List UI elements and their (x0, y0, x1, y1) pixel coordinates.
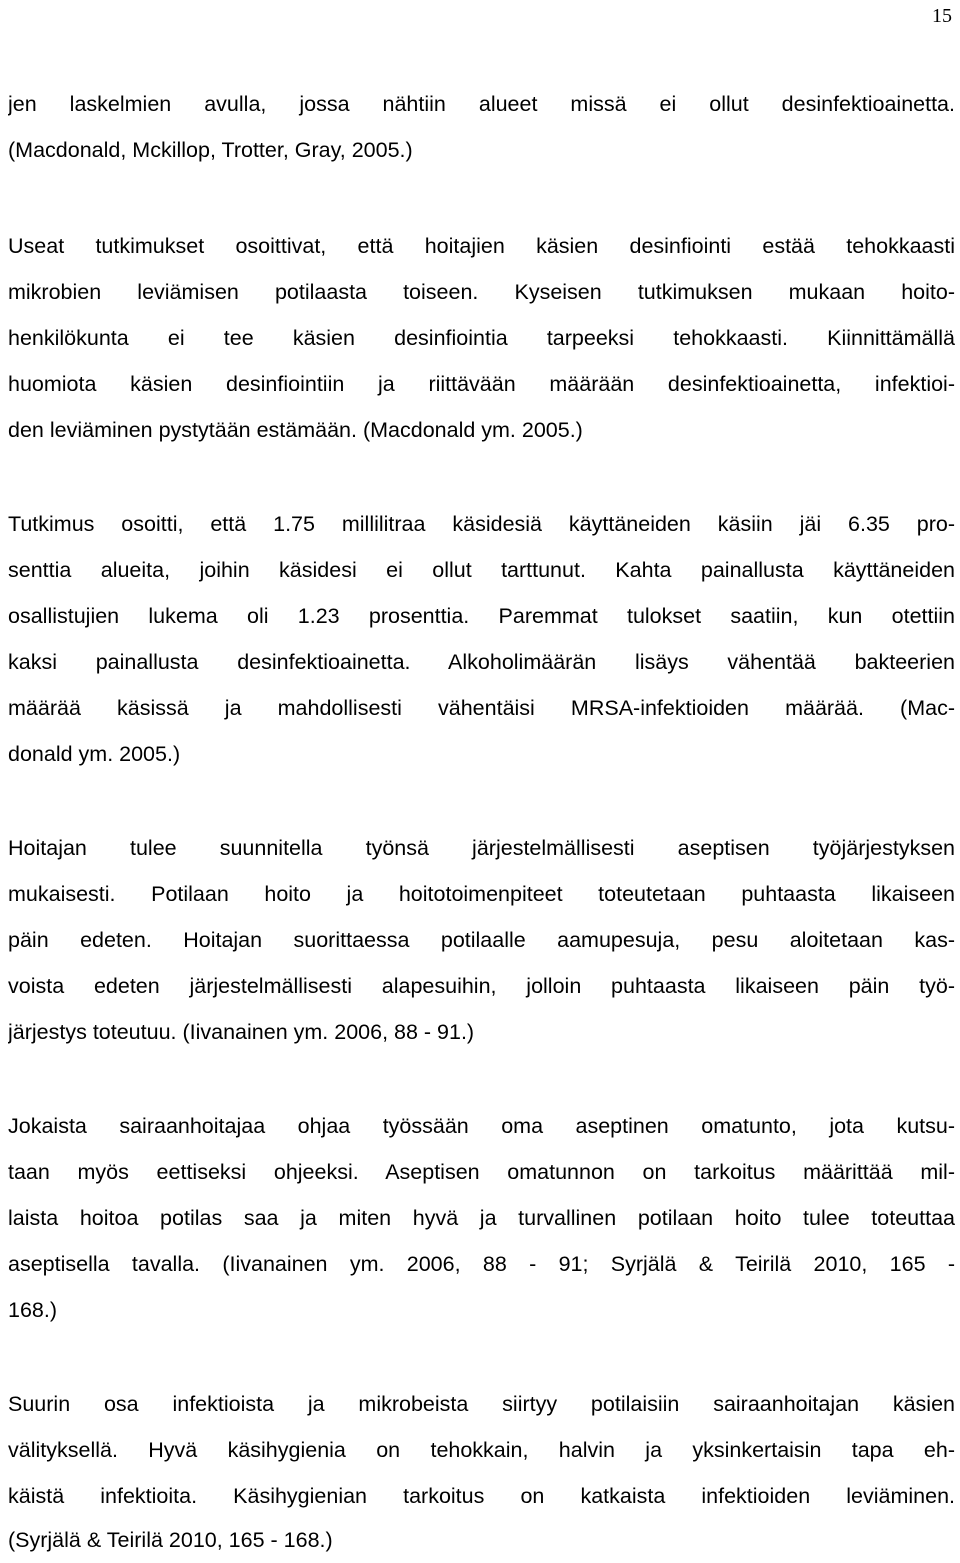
paragraph-line: Hoitajan tulee suunnitella työnsä järjestelmällisesti aseptisen työjärjestyksen (8, 836, 955, 860)
paragraph-line: määrää käsissä ja mahdollisesti vähentäisi MRSA-infektioiden määrää. (Mac- (8, 696, 955, 720)
paragraph-line: Tutkimus osoitti, että 1.75 millilitraa käsidesiä käyttäneiden käsiin jäi 6.35 pro- (8, 512, 955, 536)
paragraph-line: donald ym. 2005.) (8, 742, 181, 766)
paragraph-line: den leviäminen pystytään estämään. (Macdonald ym. 2005.) (8, 418, 583, 442)
paragraph-line: Jokaista sairaanhoitajaa ohjaa työssään oma aseptinen omatunto, jota kutsu- (8, 1114, 955, 1138)
paragraph-line: kaksi painallusta desinfektioainetta. Alkoholimäärän lisäys vähentää bakteerien (8, 650, 955, 674)
page-number: 15 (932, 5, 952, 27)
paragraph-line: senttia alueita, joihin käsidesi ei ollut tarttunut. Kahta painallusta käyttäneiden (8, 558, 955, 582)
paragraph-line: taan myös eettiseksi ohjeeksi. Aseptisen omatunnon on tarkoitus määrittää mil- (8, 1160, 955, 1184)
paragraph-line: osallistujien lukema oli 1.23 prosenttia. Paremmat tulokset saatiin, kun otettiin (8, 604, 955, 628)
paragraph-line: järjestys toteutuu. (Iivanainen ym. 2006, 88 - 91.) (8, 1020, 475, 1044)
paragraph-line: 168.) (8, 1298, 58, 1322)
paragraph-line: laista hoitoa potilas saa ja miten hyvä ja turvallinen potilaan hoito tulee toteuttaa (8, 1206, 955, 1230)
paragraph-line: päin edeten. Hoitajan suorittaessa potilaalle aamupesuja, pesu aloitetaan kas- (8, 928, 955, 952)
paragraph-line: (Syrjälä & Teirilä 2010, 165 - 168.) (8, 1528, 333, 1552)
paragraph-line: voista edeten järjestelmällisesti alapesuihin, jolloin puhtaasta likaiseen päin työ- (8, 974, 955, 998)
paragraph-line: huomiota käsien desinfiointiin ja riittävään määrään desinfektioainetta, infektioi- (8, 372, 955, 396)
paragraph-line: (Macdonald, Mckillop, Trotter, Gray, 2005.) (8, 138, 413, 162)
paragraph-line: välityksellä. Hyvä käsihygienia on tehokkain, halvin ja yksinkertaisin tapa eh- (8, 1438, 955, 1462)
paragraph-line: Useat tutkimukset osoittivat, että hoitajien käsien desinfiointi estää tehokkaasti (8, 234, 955, 258)
paragraph-line: käistä infektioita. Käsihygienian tarkoitus on katkaista infektioiden leviäminen. (8, 1484, 955, 1508)
paragraph-line: Suurin osa infektioista ja mikrobeista siirtyy potilaisiin sairaanhoitajan käsien (8, 1392, 955, 1416)
paragraph-line: henkilökunta ei tee käsien desinfiointia tarpeeksi tehokkaasti. Kiinnittämällä (8, 326, 955, 350)
paragraph-line: aseptisella tavalla. (Iivanainen ym. 2006, 88 - 91; Syrjälä & Teirilä 2010, 165 - (8, 1252, 955, 1276)
paragraph-line: mikrobien leviämisen potilaasta toiseen. Kyseisen tutkimuksen mukaan hoito- (8, 280, 955, 304)
paragraph-line: mukaisesti. Potilaan hoito ja hoitotoimenpiteet toteutetaan puhtaasta likaiseen (8, 882, 955, 906)
paragraph-line: jen laskelmien avulla, jossa nähtiin alueet missä ei ollut desinfektioainetta. (8, 92, 955, 116)
